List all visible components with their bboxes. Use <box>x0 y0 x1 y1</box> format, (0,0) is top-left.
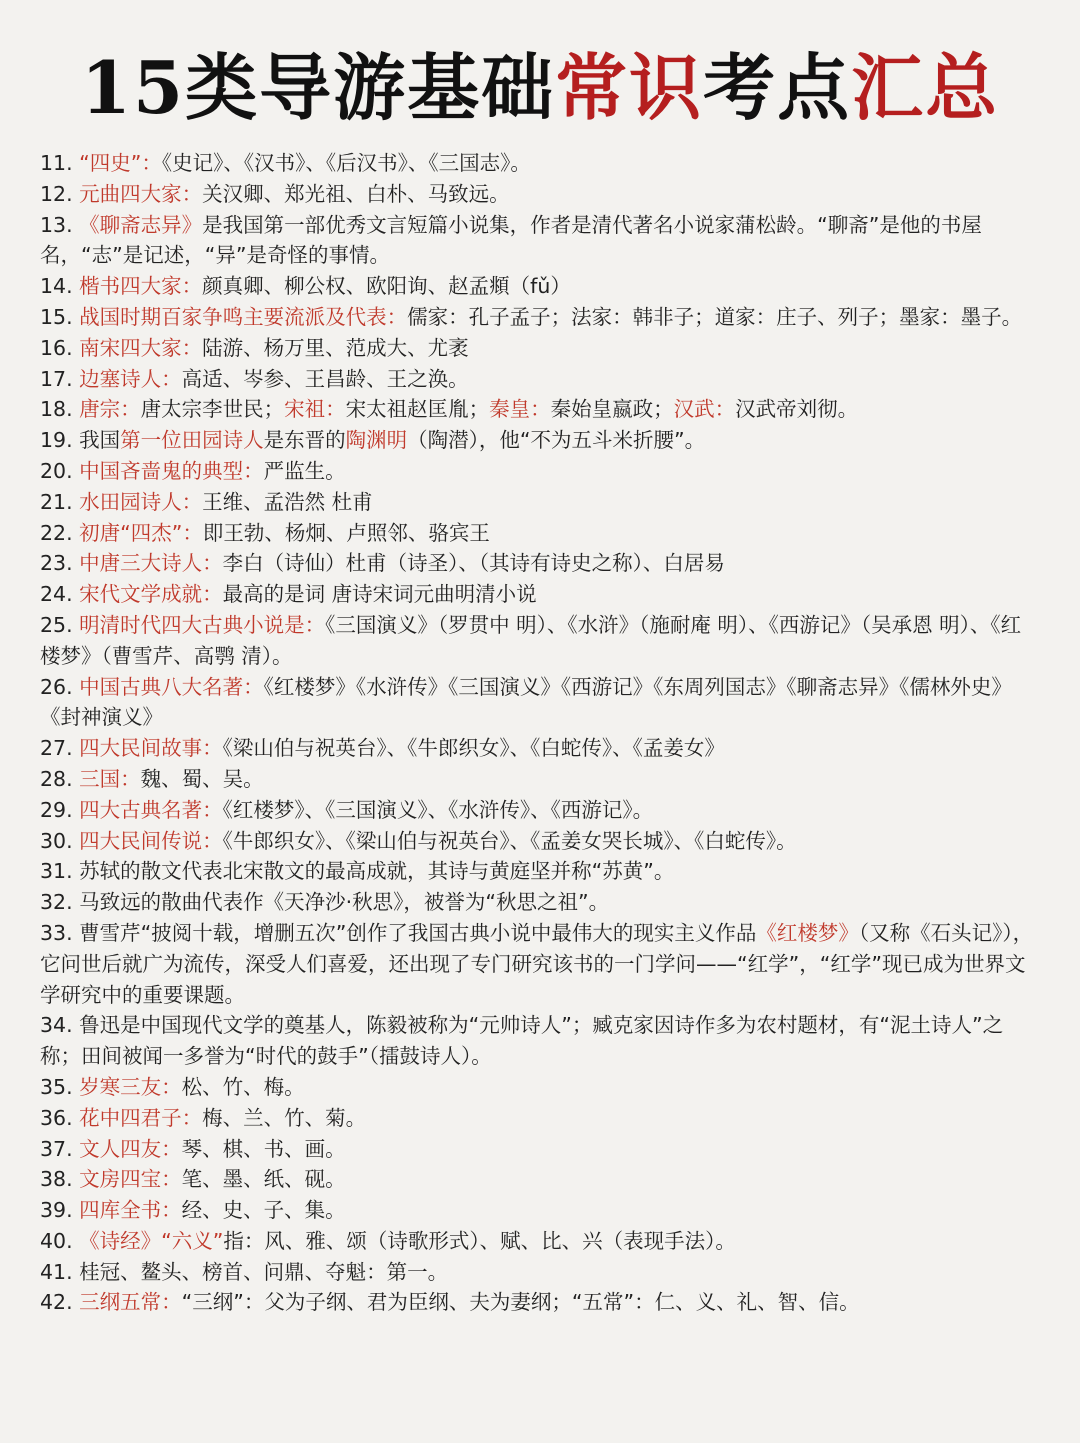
list-item-11 <box>40 148 1040 179</box>
item-text: “三纲”：父为子纲、君为臣纲、夫为妻纲；“五常”：仁、义、礼、智、信。 <box>181 1290 860 1315</box>
item-text: 《三国演义》（罗贯中 明）、《水浒》（施耐庵 明）、《西游记》（吴承恩 明）、《红楼梦》（曹雪芹、高鹗 清）。 <box>40 612 1022 668</box>
item-text: 松、竹、梅。 <box>181 1074 305 1099</box>
list-item-26 <box>40 672 1040 734</box>
list-item-35 <box>40 1072 1040 1103</box>
title-part-3: 考点 <box>703 45 852 130</box>
item-text: 14. <box>40 274 80 299</box>
item-keyword: 《聊斋志异》 <box>79 212 203 237</box>
item-keyword: 岁寒三友： <box>79 1074 182 1099</box>
item-text: 42. <box>40 1290 80 1315</box>
item-keyword: 四大古典名著： <box>79 797 223 822</box>
item-text: 琴、棋、书、画。 <box>181 1136 346 1161</box>
item-text: 25. <box>40 612 80 637</box>
item-text: 38. <box>40 1167 80 1192</box>
list-item-20 <box>40 456 1040 487</box>
item-text: 是东晋的 <box>263 428 346 453</box>
item-text: 20. <box>40 458 80 483</box>
list-item-12 <box>40 179 1040 210</box>
item-keyword: 四大民间故事： <box>79 736 223 761</box>
list-item-13 <box>40 210 1040 272</box>
page-title <box>40 0 1040 130</box>
item-keyword: 花中四君子： <box>79 1105 203 1130</box>
item-keyword: 文房四宝： <box>79 1167 182 1192</box>
item-text: 《红楼梦》《水浒传》《三国演义》《西游记》《东周列国志》《聊斋志异》《儒林外史》《封神演义》 <box>40 674 1012 730</box>
item-keyword: 战国时期百家争鸣主要流派及代表： <box>79 304 408 329</box>
item-text: 严监生。 <box>263 458 346 483</box>
list-item-38 <box>40 1164 1040 1195</box>
list-item-21 <box>40 487 1040 518</box>
item-text: 37. <box>40 1136 80 1161</box>
item-text: 唐太宗李世民； <box>140 397 285 422</box>
list-item-31 <box>40 856 1040 887</box>
item-text: 31. 苏轼的散文代表北宋散文的最高成就，其诗与黄庭坚并称“苏黄”。 <box>40 859 675 884</box>
item-keyword: 宋代文学成就： <box>79 582 223 607</box>
item-text: 23. <box>40 551 80 576</box>
list-item-28 <box>40 764 1040 795</box>
item-text: 《牛郎织女》、《梁山伯与祝英台》、《孟姜女哭长城》、《白蛇传》。 <box>222 828 797 853</box>
list-item-29 <box>40 795 1040 826</box>
item-keyword: 四大民间传说： <box>79 828 223 853</box>
item-text: 汉武帝刘彻。 <box>735 397 859 422</box>
item-keyword: 宋祖： <box>284 397 346 422</box>
list-item-30 <box>40 826 1040 857</box>
list-item-42 <box>40 1287 1040 1318</box>
list-item-39 <box>40 1195 1040 1226</box>
item-keyword: 元曲四大家： <box>79 181 203 206</box>
item-text: 颜真卿、柳公权、欧阳询、赵孟頫（fǔ） <box>202 274 571 299</box>
item-keyword: 秦皇： <box>489 397 551 422</box>
item-text: 11. <box>40 151 80 175</box>
list-item-33 <box>40 918 1040 1010</box>
list-item-16 <box>40 333 1040 364</box>
item-text: 笔、墨、纸、砚。 <box>181 1167 346 1192</box>
item-text: 28. <box>40 766 80 791</box>
item-text: 40. <box>40 1228 80 1253</box>
item-keyword: 第一位田园诗人 <box>120 428 264 453</box>
list-item-15 <box>40 302 1040 333</box>
item-text: 22. <box>40 520 80 545</box>
item-keyword: 楷书四大家： <box>79 274 203 299</box>
item-keyword: 中国吝啬鬼的典型： <box>79 458 264 483</box>
item-text: 12. <box>40 181 80 206</box>
item-keyword: 中国古典八大名著： <box>79 674 264 699</box>
item-text: 秦始皇嬴政； <box>550 397 674 422</box>
item-text: 陆游、杨万里、范成大、尤袤 <box>202 335 469 360</box>
item-text: 宋太祖赵匡胤； <box>345 397 490 422</box>
title-part-1: 15类导游基础 <box>80 45 556 130</box>
item-keyword: 初唐“四杰”： <box>79 520 203 545</box>
item-keyword: 《诗经》“六义” <box>79 1228 224 1253</box>
item-text: 32. 马致远的散曲代表作《天净沙·秋思》，被誉为“秋思之祖”。 <box>40 890 610 915</box>
item-text: （陶潜），他“不为五斗米折腰”。 <box>407 428 706 453</box>
item-text: 梅、兰、竹、菊。 <box>202 1105 367 1130</box>
list-item-25 <box>40 610 1040 672</box>
item-keyword: “四史”： <box>79 151 162 175</box>
item-text: 24. <box>40 582 80 607</box>
item-keyword: 三纲五常： <box>79 1290 182 1315</box>
list-item-14 <box>40 271 1040 302</box>
item-keyword: 水田园诗人： <box>79 489 203 514</box>
list-item-19 <box>40 425 1040 456</box>
item-text: 27. <box>40 736 80 761</box>
item-text: 16. <box>40 335 80 360</box>
item-text: 17. <box>40 366 80 391</box>
item-keyword: 《红楼梦》 <box>756 920 859 945</box>
item-text: 最高的是词 唐诗宋词元曲明清小说 <box>222 582 537 607</box>
item-keyword: 边塞诗人： <box>79 366 182 391</box>
item-text: 是我国第一部优秀文言短篇小说集，作者是清代著名小说家蒲松龄。“聊斋”是他的书屋名，“志”是记述，“异”是奇怪的事情。 <box>40 212 982 268</box>
item-text: （又称《石头记》），它问世后就广为流传，深受人们喜爱，还出现了专门研究该书的一门学问——“红学”，“红学”现已成为世界文学研究中的重要课题。 <box>40 920 1034 1007</box>
item-keyword: 文人四友： <box>79 1136 182 1161</box>
item-text: 30. <box>40 828 80 853</box>
list-item-22 <box>40 518 1040 549</box>
item-text: 《史记》、《汉书》、《后汉书》、《三国志》。 <box>161 151 531 175</box>
item-text: 《红楼梦》、《三国演义》、《水浒传》、《西游记》。 <box>222 797 654 822</box>
item-text: 26. <box>40 674 80 699</box>
item-text: 33. 曹雪芹“披阅十载，增删五次”创作了我国古典小说中最伟大的现实主义作品 <box>40 920 757 945</box>
knowledge-list <box>40 148 1040 1318</box>
list-item-18 <box>40 394 1040 425</box>
item-text: 35. <box>40 1074 80 1099</box>
item-text: 即王勃、杨炯、卢照邻、骆宾王 <box>202 520 490 545</box>
list-item-24 <box>40 579 1040 610</box>
list-item-27 <box>40 733 1040 764</box>
item-text: 李白（诗仙）杜甫（诗圣）、（其诗有诗史之称）、白居易 <box>222 551 725 576</box>
list-item-34 <box>40 1010 1040 1072</box>
item-keyword: 明清时代四大古典小说是： <box>79 612 326 637</box>
list-item-37 <box>40 1134 1040 1165</box>
item-keyword: 三国： <box>79 766 141 791</box>
item-keyword: 中唐三大诗人： <box>79 551 223 576</box>
item-keyword: 四库全书： <box>79 1198 182 1223</box>
item-keyword: 陶渊明 <box>345 428 408 453</box>
item-text: 39. <box>40 1198 80 1223</box>
item-keyword: 汉武： <box>673 397 736 422</box>
list-item-32 <box>40 887 1040 918</box>
list-item-40 <box>40 1226 1040 1257</box>
item-text: 经、史、子、集。 <box>181 1198 346 1223</box>
item-text: 19. 我国 <box>40 428 121 453</box>
item-text: 29. <box>40 797 80 822</box>
list-item-41 <box>40 1257 1040 1288</box>
title-part-2: 常识 <box>555 45 704 130</box>
item-text: 高适、岑参、王昌龄、王之涣。 <box>181 366 469 391</box>
item-keyword: 南宋四大家： <box>79 335 203 360</box>
item-text: 41. 桂冠、鳌头、榜首、问鼎、夺魁：第一。 <box>40 1259 449 1284</box>
item-text: 36. <box>40 1105 80 1130</box>
item-text: 15. <box>40 304 80 329</box>
item-keyword: 唐宗： <box>79 397 141 422</box>
item-text: 21. <box>40 489 80 514</box>
item-text: 34. 鲁迅是中国现代文学的奠基人，陈毅被称为“元帅诗人”；臧克家因诗作多为农村题材，有“泥土诗人”之称；田间被闻一多誉为“时代的鼓手”（擂鼓诗人）。 <box>40 1013 1004 1069</box>
item-text: 王维、孟浩然 杜甫 <box>202 489 373 514</box>
list-item-17 <box>40 364 1040 395</box>
item-text: 指：风、雅、颂（诗歌形式）、赋、比、兴（表现手法）。 <box>223 1228 736 1253</box>
item-text: 儒家：孔子孟子；法家：韩非子；道家：庄子、列子；墨家：墨子。 <box>407 304 1023 329</box>
item-text: 18. <box>40 397 80 422</box>
item-text: 《梁山伯与祝英台》、《牛郎织女》、《白蛇传》、《孟姜女》 <box>222 736 725 761</box>
list-item-36 <box>40 1103 1040 1134</box>
item-text: 13. <box>40 212 80 237</box>
item-text: 关汉卿、郑光祖、白朴、马致远。 <box>202 181 510 206</box>
list-item-23 <box>40 548 1040 579</box>
item-text: 魏、蜀、吴。 <box>140 766 264 791</box>
title-part-4: 汇总 <box>851 45 1000 130</box>
